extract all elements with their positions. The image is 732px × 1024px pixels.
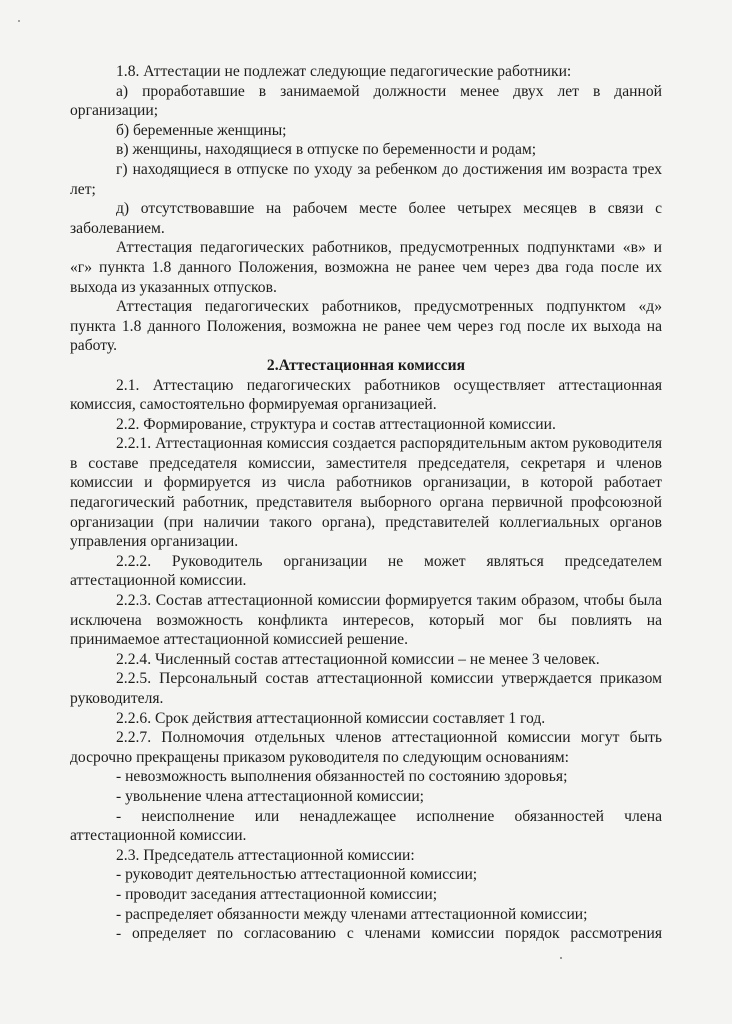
paragraph-2-2-6: 2.2.6. Срок действия аттестационной комиссии составляет 1 год. [116, 709, 546, 727]
list-item-dismissal: - увольнение члена аттестационной комиссии; [116, 787, 424, 805]
list-item-leads: - руководит деятельностью аттестационной комиссии; [116, 866, 478, 884]
paragraph-2-2-3: 2.2.3. Состав аттестационной комиссии формируется таким образом, чтобы была исключена возможность конфликта интересов, который мог бы повлиять на принимаемое аттестационной комиссией решение. [70, 592, 662, 649]
paragraph-2-2: 2.2. Формирование, структура и состав аттестационной комиссии. [116, 415, 556, 433]
paragraph-2-3: 2.3. Председатель аттестационной комиссии: [116, 846, 415, 864]
list-item-health: - невозможность выполнения обязанностей по состоянию здоровья; [116, 768, 568, 786]
scan-speck [18, 20, 20, 22]
paragraph-2-2-2: 2.2.2. Руководитель организации не может являться председателем аттестационной комиссии. [70, 552, 662, 590]
paragraph-2-2-1: 2.2.1. Аттестационная комиссия создается распорядительным актом руководителя в составе председателя комиссии, заместителя председателя, секретаря и членов комиссии и формируется из числа работников организации, в которой работает педагогический работник, представителя выборного органа первичной профсоюзной организации (при наличии такого органа), представителей коллегиальных органов управления организации. [70, 435, 662, 551]
list-item-d: д) отсутствовавшие на рабочем месте более четырех месяцев в связи с заболеванием. [70, 200, 662, 237]
paragraph-2-2-7: 2.2.7. Полномочия отдельных членов аттестационной комиссии могут быть досрочно прекращены приказом руководителя по следующим основаниям: [70, 729, 662, 766]
paragraph-2-1: 2.1. Аттестацию педагогических работников осуществляет аттестационная комиссия, самостоятельно формируемая организацией. [70, 376, 662, 414]
list-item-a: а) проработавшие в занимаемой должности менее двух лет в данной организации; [70, 82, 662, 120]
scan-speck [560, 957, 562, 959]
list-item-b: б) беременные женщины; [116, 121, 287, 139]
section-heading-2: 2.Аттестационная комиссия [266, 356, 466, 374]
paragraph-2-2-4: 2.2.4. Численный состав аттестационной комиссии – не менее 3 человек. [116, 650, 600, 668]
paragraph-attestation-d: Аттестация педагогических работников, предусмотренных подпунктом «д» пункта 1.8 данного Положения, возможна не ранее чем через год после их выхода на работу. [70, 298, 662, 355]
list-item-nonperformance: - неисполнение или ненадлежащее исполнение обязанностей члена аттестационной комиссии. [70, 807, 662, 845]
list-item-distributes: - распределяет обязанности между членами аттестационной комиссии; [116, 905, 588, 923]
paragraph-1-8: 1.8. Аттестации не подлежат следующие педагогические работники: [116, 63, 572, 80]
list-item-conducts: - проводит заседания аттестационной комиссии; [116, 885, 438, 903]
paragraph-attestation-vg: Аттестация педагогических работников, предусмотренных подпунктами «в» и «г» пункта 1.8 данного Положения, возможна не ранее чем через два года после их выхода из указанных отпусков. [70, 239, 662, 296]
list-item-v: в) женщины, находящиеся в отпуске по беременности и родам; [116, 141, 537, 159]
list-item-determines: - определяет по согласованию с членами комиссии порядок рассмотрения [116, 925, 662, 943]
list-item-g: г) находящиеся в отпуске по уходу за ребенком до достижения им возраста трех лет; [70, 160, 662, 198]
paragraph-2-2-5: 2.2.5. Персональный состав аттестационной комиссии утверждается приказом руководителя. [70, 670, 662, 707]
